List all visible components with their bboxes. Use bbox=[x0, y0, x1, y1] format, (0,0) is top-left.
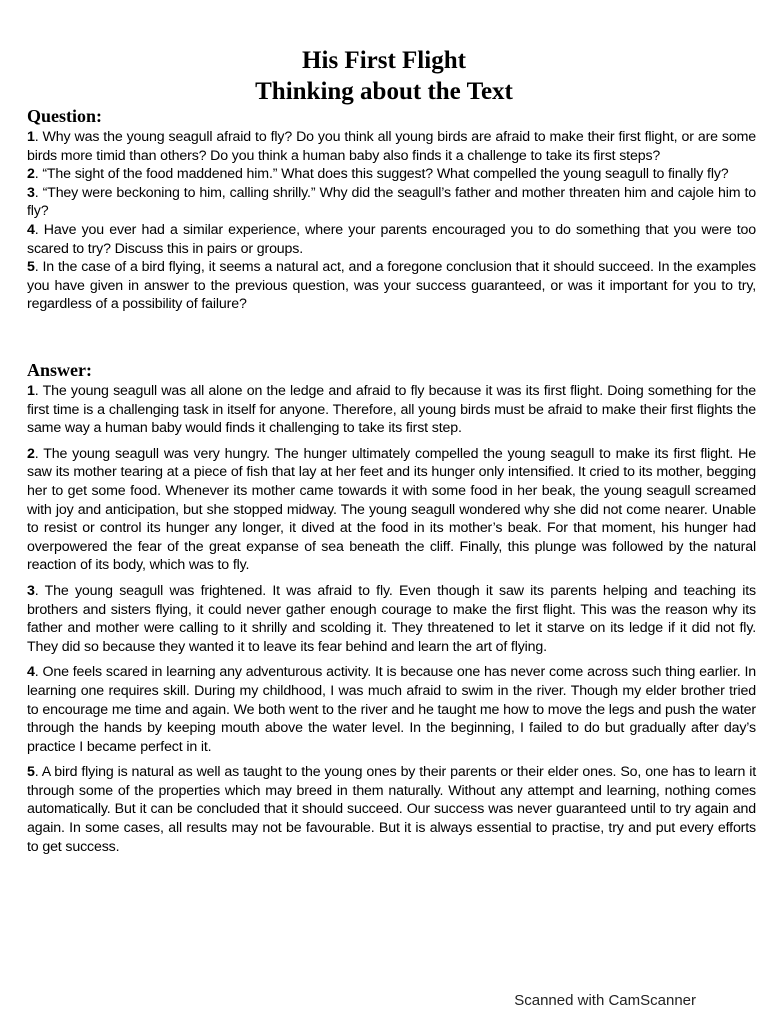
answer-item bbox=[27, 445, 756, 575]
question-number: 5 bbox=[27, 259, 35, 276]
answer-number: 2 bbox=[27, 445, 35, 462]
answers-list bbox=[27, 382, 756, 863]
question-text: . “The sight of the food maddened him.” What does this suggest? What compelled the young seagull to finally fly? bbox=[34, 166, 729, 183]
question-number: 4 bbox=[27, 221, 35, 238]
question-text: . Have you ever had a similar experience, where your parents encouraged you to do something that you were too scared to try? Discuss this in pairs or groups. bbox=[27, 221, 756, 257]
question-number: 3 bbox=[27, 184, 35, 201]
answer-item bbox=[27, 663, 756, 756]
answer-number: 4 bbox=[27, 664, 35, 681]
page-title: His First Flight bbox=[302, 47, 466, 74]
questions-list bbox=[27, 128, 756, 314]
answer-number: 3 bbox=[27, 582, 35, 599]
question-item bbox=[27, 221, 756, 258]
answer-item bbox=[27, 382, 756, 438]
question-text: . “They were beckoning to him, calling shrilly.” Why did the seagull’s father and mother threaten him and cajole him to fly? bbox=[27, 184, 756, 220]
question-item bbox=[27, 165, 756, 184]
answer-item bbox=[27, 763, 756, 856]
question-item bbox=[27, 258, 756, 314]
questions-heading: Question: bbox=[27, 106, 103, 126]
answer-text: . A bird flying is natural as well as taught to the young ones by their parents or their elder ones. So, one has to learn it through some of the properties which may breed in them naturally. Without any attempt and learning, nothing comes automatically. But it can be concluded that it should succeed. Our success was never guaranteed until to try again and again. In some cases, all results may not be favourable. But it is always essential to practise, try and put every efforts to get success. bbox=[27, 764, 756, 855]
page-subtitle: Thinking about the Text bbox=[255, 78, 513, 105]
question-text: . Why was the young seagull afraid to fly? Do you think all young birds are afraid to make their first flight, or are some birds more timid than others? Do you think a human baby also finds it a challenge to take its first steps? bbox=[27, 129, 756, 164]
answer-number: 1 bbox=[27, 383, 35, 399]
question-text: . In the case of a bird flying, it seems a natural act, and a foregone conclusion that it should succeed. In the examples you have given in answer to the previous question, was your success guaranteed, or was it important for you to try, regardless of a possibility of failure? bbox=[27, 259, 756, 313]
answer-item bbox=[27, 582, 756, 656]
question-item bbox=[27, 128, 756, 165]
question-item bbox=[27, 184, 756, 221]
question-number: 1 bbox=[27, 129, 35, 145]
question-number: 2 bbox=[27, 166, 35, 183]
answer-text: . One feels scared in learning any adventurous activity. It is because one has never come across such thing earlier. In learning one requires skill. During my childhood, I was much afraid to swim in the river. Though my elder brother tried to encourage me time and again. We both went to the river and he taught me how to move the legs and push the water through the hands by keeping mouth above the water level. In the beginning, I failed to do but gradually after day’s practice I became perfect in it. bbox=[27, 664, 756, 755]
answer-text: . The young seagull was all alone on the ledge and afraid to fly because it was its first flight. Doing something for the first time is a challenging task in itself for anyone. Therefore, all young birds must be afraid to make their first flights the same way a human baby would finds it challenging to take its first step. bbox=[27, 383, 756, 437]
answers-heading: Answer: bbox=[27, 360, 92, 380]
answer-number: 5 bbox=[27, 764, 35, 781]
answer-text: . The young seagull was very hungry. The hunger ultimately compelled the young seagull to make its first flight. He saw its mother tearing at a piece of fish that lay at her feet and its hunger only intensified. It cried to its mother, begging her to get some food. Whenever its mother came towards it with some food in her beak, the young seagull screamed with joy and anticipation, but she stopped midway. The young seagull wondered why she did not come nearer. Unable to resist or control its hunger any longer, it dived at the food in its mother’s beak. For that moment, his hunger had overpowered the fear of the great expanse of sea beneath the cliff. Finally, this plunge was followed by the natural reaction of its body, which was to fly. bbox=[27, 445, 756, 574]
scanner-watermark: Scanned with CamScanner bbox=[514, 992, 696, 1009]
answer-text: . The young seagull was frightened. It was afraid to fly. Even though it saw its parents helping and teaching its brothers and sisters flying, it could never gather enough courage to make the first flight. This was the reason why its father and mother were calling to it shrilly and scolding it. They threatened to let it starve on its ledge if it did not fly. They did so because they wanted it to leave its fear behind and learn the art of flying. bbox=[27, 582, 756, 655]
